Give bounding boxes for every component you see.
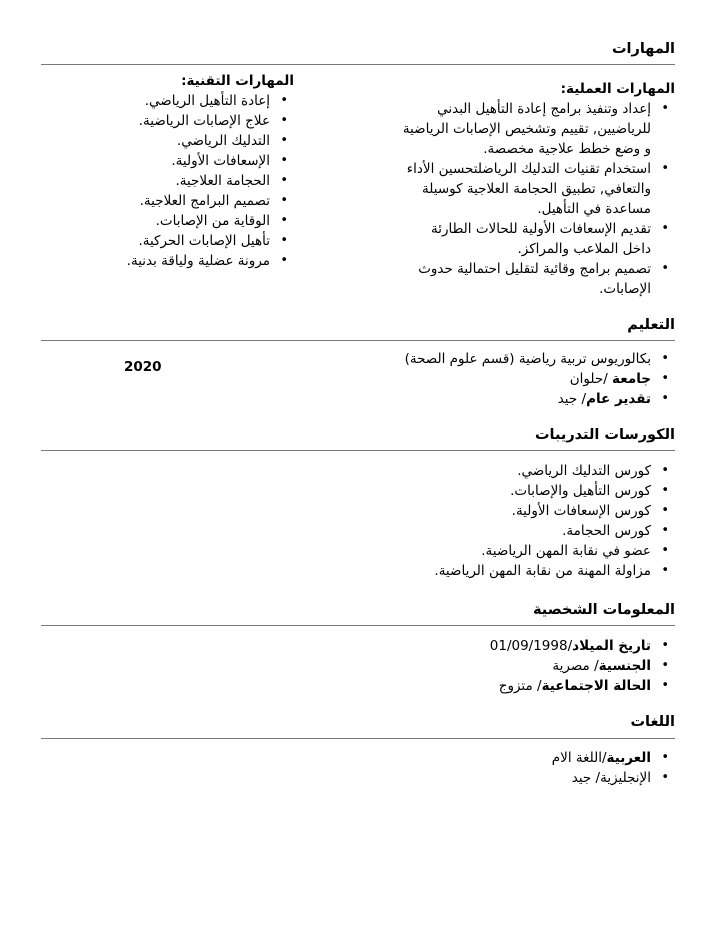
list-item: • الإسعافات الأولية. [94, 151, 294, 171]
courses-rule [41, 450, 675, 451]
nationality-value: / مصرية [552, 658, 599, 674]
languages-title: اللغات [630, 714, 675, 730]
list-item: • تأهيل الإصابات الحركية. [94, 231, 294, 251]
languages-rule [41, 738, 675, 739]
list-item: • مرونة عضلية ولياقة بدنية. [94, 251, 294, 271]
arabic-label: العربية [606, 750, 651, 766]
list-item: • تصميم برامج وقائية لتقليل احتمالية حدوث الإصابات. [402, 259, 675, 299]
personal-info-title: المعلومات الشخصية [533, 602, 675, 618]
graduation-year: 2020 [124, 359, 162, 375]
nationality-label: الجنسية [598, 658, 651, 674]
marital-status-label: الحالة الاجتماعية [541, 678, 651, 694]
education-list [355, 349, 675, 409]
courses-title: الكورسات التدريبات [534, 427, 675, 443]
list-item: • كورس التدليك الرياضي. [355, 461, 675, 481]
arabic-item [355, 748, 675, 768]
courses-list [355, 461, 675, 581]
university-label: جامعة [612, 371, 651, 387]
technical-skills-list [94, 91, 294, 271]
list-item: • عضو في نقابة المهن الرياضية. [355, 541, 675, 561]
skills-rule [41, 64, 675, 65]
university-value: /حلوان [569, 371, 613, 387]
birth-date-value: /01/09/1998 [489, 638, 573, 654]
grade-value: / جيد [557, 391, 587, 407]
list-item: • التدليك الرياضي. [94, 131, 294, 151]
marital-status-item [355, 676, 675, 696]
list-item: • تقديم الإسعافات الأولية للحالات الطارئة داخل الملاعب والمراكز. [402, 219, 675, 259]
practical-skills-list [402, 99, 675, 299]
list-item: • تصميم البرامج العلاجية. [94, 191, 294, 211]
education-title: التعليم [627, 317, 675, 333]
list-item: • كورس الحجامة. [355, 521, 675, 541]
practical-skills-heading: المهارات العملية: [560, 81, 675, 97]
list-item: • الحجامة العلاجية. [94, 171, 294, 191]
list-item: • إعداد وتنفيذ برامج إعادة التأهيل البدني للرياضيين, تقييم وتشخيص الإصابات الرياضية و وضع خطط علاجية مخصصة. [402, 99, 675, 159]
birth-date-label: تاريخ الميلاد [572, 638, 651, 654]
list-item: • الوقاية من الإصابات. [94, 211, 294, 231]
list-item: • إعادة التأهيل الرياضي. [94, 91, 294, 111]
skills-title: المهارات [611, 41, 675, 57]
english-item: • الإنجليزية/ جيد [355, 768, 675, 788]
education-rule [41, 340, 675, 341]
birth-date-item [355, 636, 675, 656]
marital-status-value: / متزوج [498, 678, 542, 694]
degree-item: • بكالوريوس تربية رياضية (قسم علوم الصحة) [355, 349, 675, 369]
languages-list [355, 748, 675, 788]
list-item: • كورس التأهيل والإصابات. [355, 481, 675, 501]
technical-skills-heading: المهارات التقنية: [181, 73, 294, 89]
grade-item [355, 389, 675, 409]
list-item: • كورس الإسعافات الأولية. [355, 501, 675, 521]
personal-info-rule [41, 625, 675, 626]
nationality-item [355, 656, 675, 676]
list-item: • مزاولة المهنة من نقابة المهن الرياضية. [355, 561, 675, 581]
grade-label: تقدير عام [586, 391, 651, 407]
list-item: • علاج الإصابات الرياضية. [94, 111, 294, 131]
arabic-value: /اللغة الام [551, 750, 607, 766]
university-item [355, 369, 675, 389]
list-item: • استخدام تقنيات التدليك الرياضلتحسين الأداء والتعافي, تطبيق الحجامة العلاجية كوسيلة مساعدة في التأهيل. [402, 159, 675, 219]
personal-info-list [355, 636, 675, 696]
